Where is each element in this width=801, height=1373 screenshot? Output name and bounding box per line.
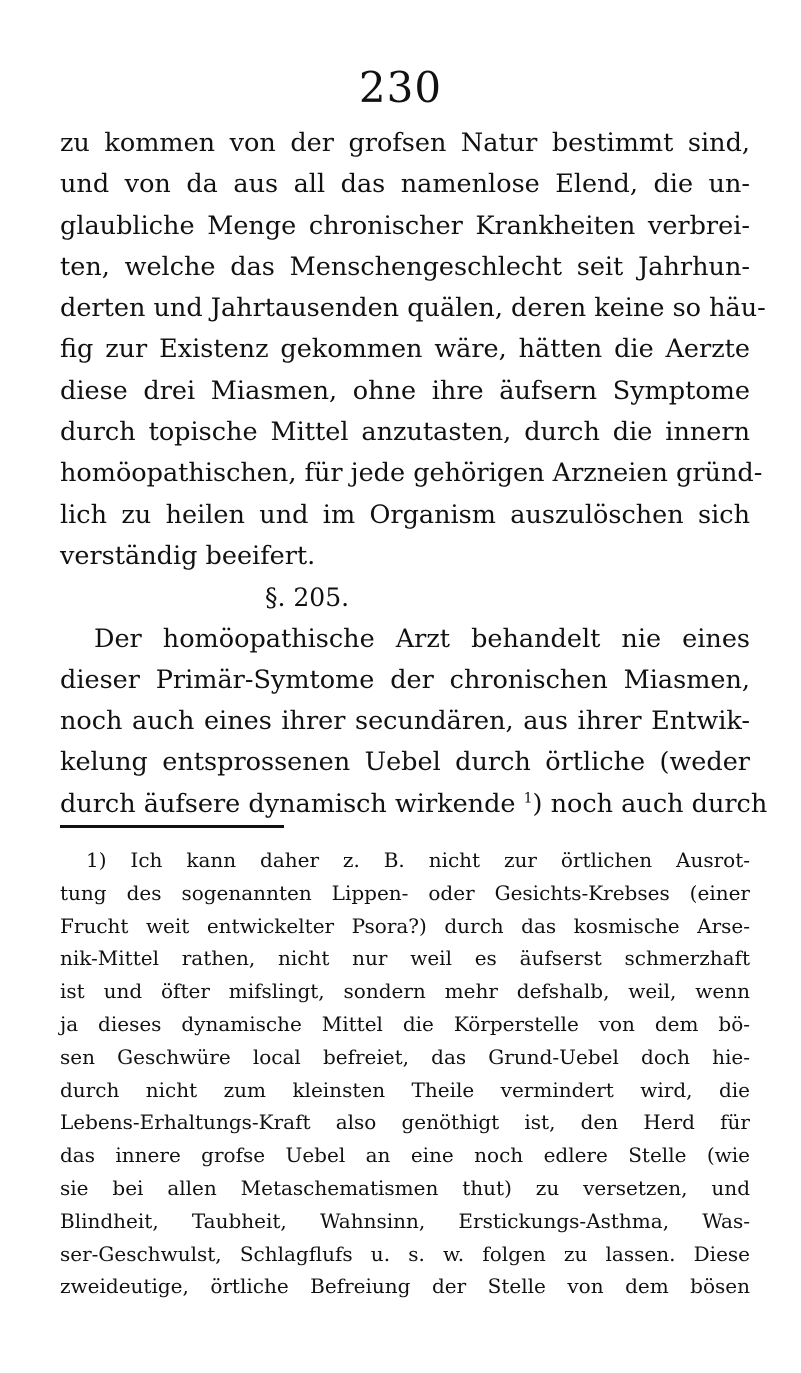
footnote-separator: [60, 825, 284, 828]
text-line: fig zur Existenz gekommen wäre, hätten die Aerzte: [60, 334, 750, 365]
text-segment: ) noch auch durch: [532, 788, 768, 819]
text-line: Der homöopathische Arzt behandelt nie eines: [94, 623, 750, 654]
footnote-line: tung des sogenannten Lippen- oder Gesichts-Krebses (einer: [60, 880, 750, 905]
footnote-line: Frucht weit entwickelter Psora?) durch das kosmische Arse-: [60, 913, 750, 938]
footnote-line: ser-Geschwulst, Schlagflufs u. s. w. folgen zu lassen. Diese: [60, 1241, 750, 1266]
footnote-line: das innere grofse Uebel an eine noch edlere Stelle (wie: [60, 1143, 750, 1168]
footnote-line: nik-Mittel rathen, nicht nur weil es äufserst schmerzhaft: [60, 946, 750, 971]
text-line: homöopathischen, für jede gehörigen Arzneien gründ-: [60, 458, 763, 489]
text-line: noch auch eines ihrer secundären, aus ihrer Entwik-: [60, 706, 750, 737]
text-line: lich zu heilen und im Organism auszulöschen sich: [60, 499, 750, 530]
text-line: ten, welche das Menschengeschlecht seit Jahrhun-: [60, 251, 750, 282]
text-line: und von da aus all das namenlose Elend, die un-: [60, 169, 750, 200]
footnote-line: durch nicht zum kleinsten Theile vermindert wird, die: [60, 1077, 750, 1102]
section-heading: §. 205.: [265, 583, 350, 613]
text-line: derten und Jahrtausenden quälen, deren keine so häu-: [60, 293, 766, 324]
footnote-reference: 1: [523, 790, 533, 807]
footnote-line: sen Geschwüre local befreiet, das Grund-Uebel doch hie-: [60, 1044, 750, 1069]
footnote-line: zweideutige, örtliche Befreiung der Stelle von dem bösen: [60, 1274, 750, 1299]
page-number: 230: [358, 63, 443, 112]
text-line: zu kommen von der grofsen Natur bestimmt sind,: [60, 128, 750, 158]
text-line: durch topische Mittel anzutasten, durch die innern: [60, 417, 750, 448]
footnote-line: sie bei allen Metaschematismen thut) zu versetzen, und: [60, 1175, 750, 1200]
main-text: [60, 123, 768, 825]
footnote-line: ja dieses dynamische Mittel die Körperstelle von dem bö-: [60, 1011, 750, 1036]
footnote-line: 1) Ich kann daher z. B. nicht zur örtlichen Ausrot-: [86, 848, 750, 872]
footnote-line: Lebens-Erhaltungs-Kraft also genöthigt ist, den Herd für: [60, 1110, 750, 1135]
text-line: diese drei Miasmen, ohne ihre äufsern Symptome: [60, 375, 750, 406]
footnote-line: ist und öfter mifslingt, sondern mehr defshalb, weil, wenn: [60, 979, 750, 1004]
text-line-with-footnote-ref: [60, 784, 768, 825]
text-line: kelung entsprossenen Uebel durch örtliche (weder: [60, 747, 750, 778]
footnote-block: [60, 844, 750, 1303]
text-line: glaubliche Menge chronischer Krankheiten verbrei-: [60, 210, 750, 241]
text-line: verständig beeifert.: [60, 540, 316, 571]
text-line: dieser Primär-Symtome der chronischen Miasmen,: [60, 664, 750, 695]
footnote-line: Blindheit, Taubheit, Wahnsinn, Erstickungs-Asthma, Was-: [60, 1208, 750, 1233]
text-segment: durch äufsere dynamisch wirkende: [60, 788, 524, 819]
